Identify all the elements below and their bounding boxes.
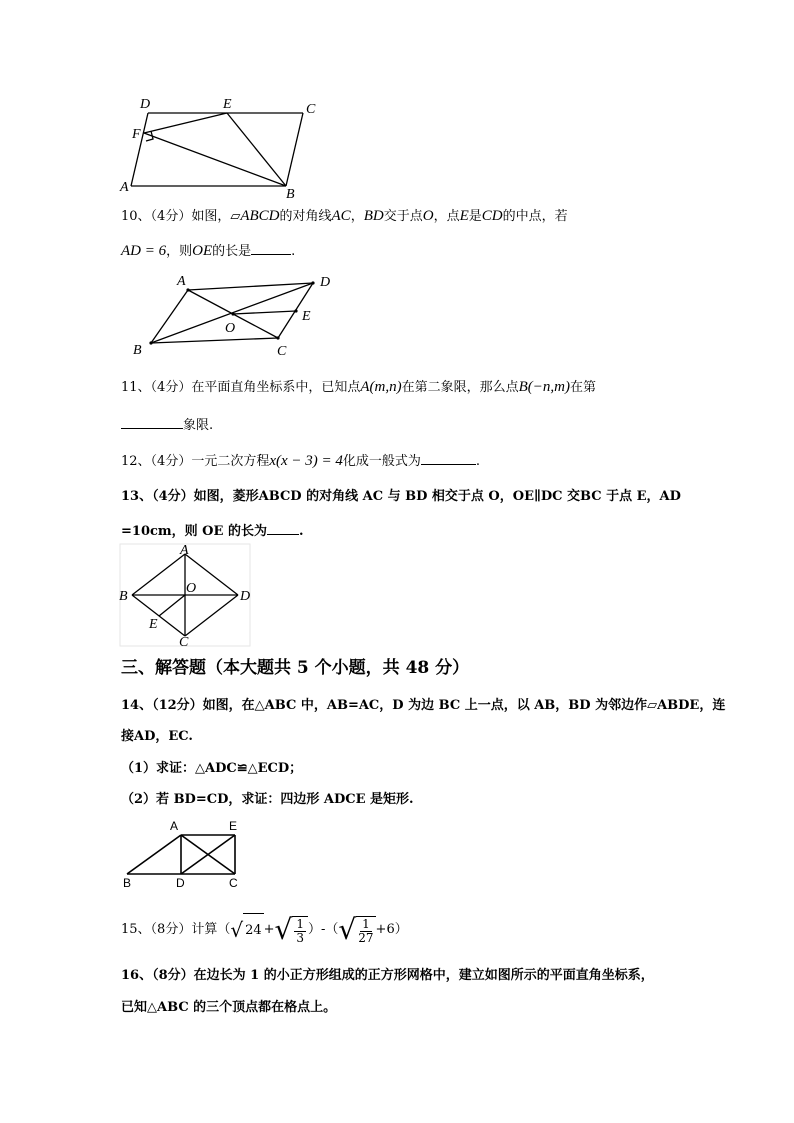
label-a: A (177, 274, 186, 289)
q11-line1: 11、（4分）在平面直角坐标系中，已知点A(m,n)在第二象限，那么点B(−n,m)在第 (121, 379, 596, 395)
figure-parallelogram-diagonals (125, 268, 345, 360)
label-b: B (286, 187, 295, 202)
label-a: A (180, 543, 189, 558)
figure-triangle-rectangle (118, 816, 248, 890)
segment-ba (127, 835, 181, 874)
q15-line: 15、（8分）计算（ √ 24 + √ $\frac{1}{3}$ ）-（ √ $\frac{1}{27}$ +6） (121, 913, 408, 946)
q10-line1: 10、（4分）如图，▱ABCD的对角线AC，BD交于点O，点E是CD的中点，若 (121, 208, 568, 224)
label-b: B (119, 589, 128, 604)
segment-oe (233, 311, 296, 314)
edge-da (131, 113, 148, 186)
q16-line1: 16、（8分）在边长为 1 的小正方形组成的正方形网格中，建立如图所示的平面直角坐标系， (121, 968, 654, 983)
label-a: A (120, 180, 129, 195)
sqrt-one-third: √ $\frac{1}{3}$ (275, 916, 308, 945)
q14-part2: （2）若 BD=CD，求证：四边形 ADCE 是矩形. (121, 792, 414, 807)
edge-dc (185, 595, 238, 636)
q10-line2: AD = 6，则OE的长是 . (121, 240, 295, 262)
label-e: E (149, 617, 158, 632)
label-e: E (223, 97, 232, 112)
label-e: E (302, 309, 311, 324)
answer-blank-q13[interactable] (267, 520, 299, 535)
label-d: D (176, 876, 185, 890)
label-c: C (179, 635, 189, 650)
label-f: F (132, 127, 141, 142)
label-c: C (277, 344, 287, 359)
label-d: D (320, 275, 331, 290)
label-b: B (123, 876, 132, 890)
figure-rhombus (115, 544, 255, 648)
edge-ba (151, 290, 188, 343)
q13-line2: =10cm，则 OE 的长为 . (121, 520, 303, 542)
edge-bc (286, 113, 303, 186)
label-o: O (225, 321, 236, 336)
edge-ad (188, 283, 313, 290)
sqrt-24: √ 24 (230, 913, 263, 948)
section-heading: 三、解答题（本大题共 5 个小题，共 48 分） (121, 658, 470, 678)
segment-ef (144, 113, 227, 133)
label-c: C (229, 876, 238, 890)
answer-blank-q12[interactable] (421, 450, 476, 465)
edge-cb (151, 338, 278, 343)
label-a: A (170, 819, 179, 833)
label-c: C (306, 102, 316, 117)
edge-ab (132, 554, 185, 595)
label-d: D (140, 97, 151, 112)
q14-line1: 14、（12分）如图，在△ABC 中，AB=AC，D 为边 BC 上一点，以 AB，BD 为邻边作▱ABDE，连 (121, 698, 726, 713)
q14-part1: （1）求证：△ADC≌△ECD； (121, 761, 303, 776)
q13-line1: 13、（4分）如图，菱形ABCD 的对角线 AC 与 BD 相交于点 O，OE∥DC 交BC 于点 E，AD (121, 489, 681, 504)
label-e: E (229, 819, 238, 833)
q11-line2: 象限. (121, 414, 213, 436)
sqrt-one-27th: √ $\frac{1}{27}$ (338, 913, 374, 946)
answer-blank-q11[interactable] (121, 414, 183, 429)
segment-oe (159, 595, 185, 616)
label-d: D (240, 589, 251, 604)
figure-parallelogram-abcd-ef (110, 92, 335, 202)
answer-blank-q10[interactable] (251, 240, 291, 255)
q12-line: 12、（4分）一元二次方程x(x − 3) = 4化成一般式为 . (121, 450, 480, 472)
q14-line2: 接AD，EC. (121, 729, 193, 744)
label-o: O (186, 581, 197, 596)
q16-line2: 已知△ABC 的三个顶点都在格点上。 (121, 1000, 337, 1015)
label-b: B (133, 343, 142, 358)
